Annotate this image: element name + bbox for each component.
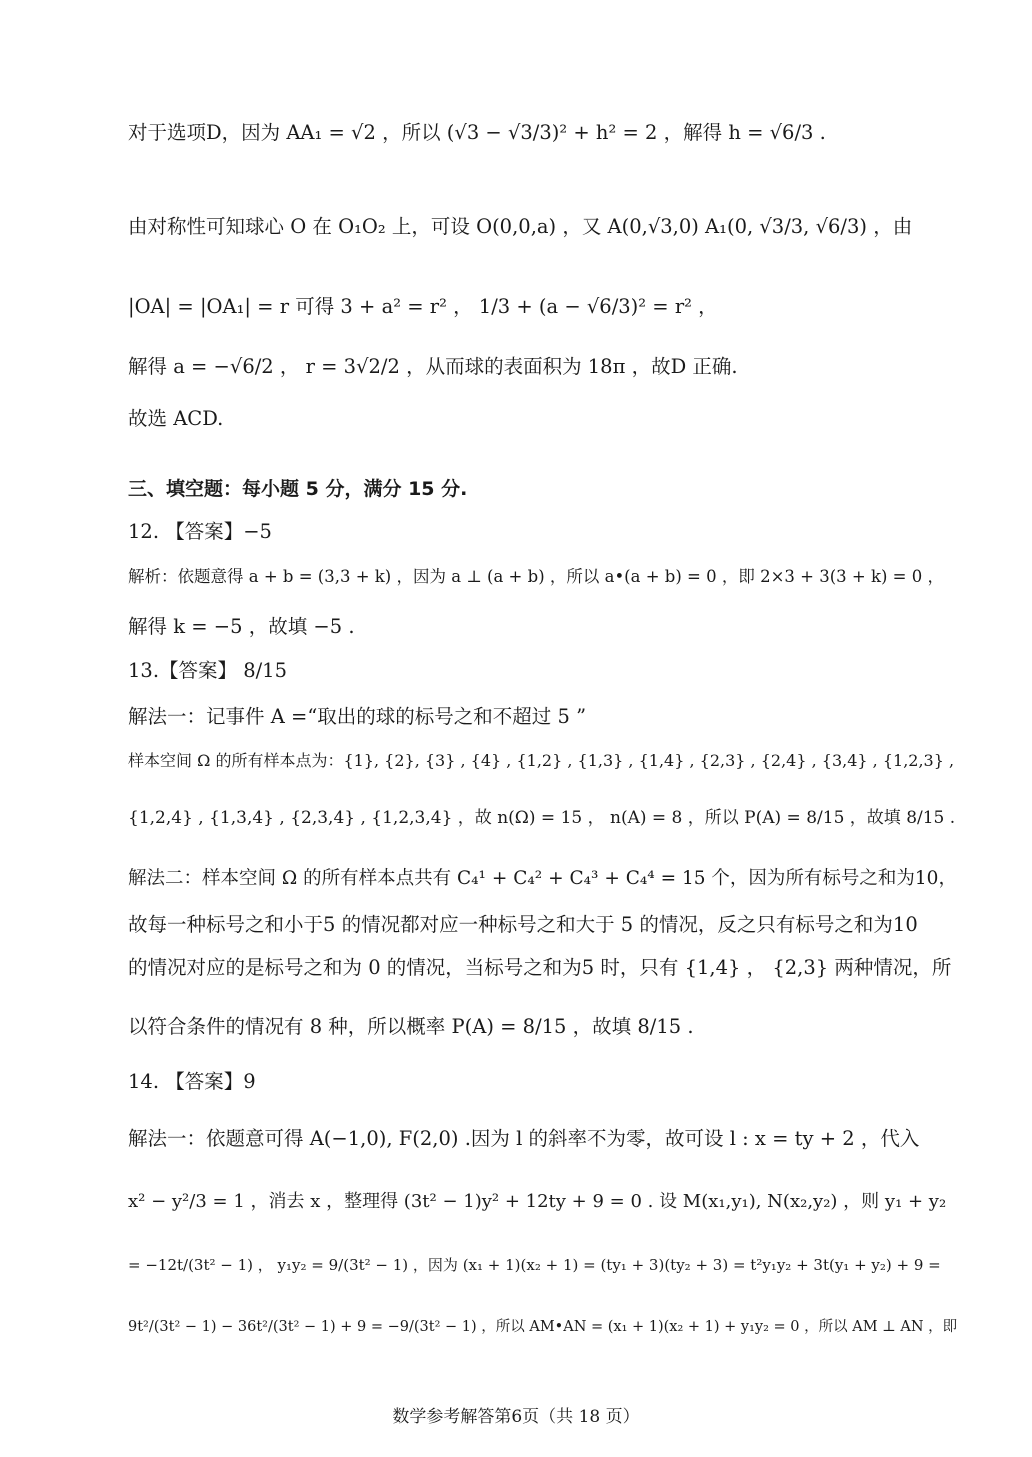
q14-hyperbola: x² − y²/3 = 1 ，消去 x ，整理得 (3t² − 1)y² + 12ty + 9 = 0 . 设 M(x₁,y₁), N(x₂,y₂) ，则 y₁ + y₂ (128, 1191, 947, 1212)
q14-method1: 解法一：依题意可得 A(−1,0), F(2,0) .因为 l 的斜率不为零，故可设 l : x = ty + 2 ，代入 (128, 1127, 920, 1150)
q13-probability: {1,2,4} , {1,3,4} , {2,3,4} , {1,2,3,4} ，故 n(Ω) = 15 ， n(A) = 8 ，所以 P(A) = 8/15 ，故填 8/15 . (128, 808, 956, 828)
q13-method2-cont2: 的情况对应的是标号之和为 0 的情况，当标号之和为5 时，只有 {1,4} ， {2,3} 两种情况，所 (128, 956, 952, 979)
surface-area-line: 解得 a = −√6/2 ， r = 3√2/2 ，从而球的表面积为 18π ，故D 正确. (128, 355, 738, 378)
option-d-line: 对于选项D，因为 AA₁ = √2 ，所以 (√3 − √3/3)² + h² = 2 ，解得 h = √6/3 . (128, 121, 826, 144)
page-footer: 数学参考解答第6页（共 18 页） (392, 1407, 640, 1427)
q14-dot-product: 9t²/(3t² − 1) − 36t²/(3t² − 1) + 9 = −9/(3t² − 1) ，所以 AM•AN = (x₁ + 1)(x₂ + 1) + y₁y₂ = 0 ，所以 AM ⊥ AN ，即 (128, 1319, 958, 1335)
choice-answer-line: 故选 ACD. (128, 407, 224, 430)
q14-vieta: = −12t/(3t² − 1) ， y₁y₂ = 9/(3t² − 1) ，因为 (x₁ + 1)(x₂ + 1) = (ty₁ + 3)(ty₂ + 3) = t²y₁y₂ + 3t(y₁ + y₂) + 9 = (128, 1256, 941, 1274)
q13-method2-cont1: 故每一种标号之和小于5 的情况都对应一种标号之和大于 5 的情况，反之只有标号之和为10 (128, 913, 918, 936)
q13-method2: 解法二：样本空间 Ω 的所有样本点共有 C₄¹ + C₄² + C₄³ + C₄⁴ = 15 个，因为所有标号之和为10， (128, 868, 957, 889)
q12-result: 解得 k = −5 ，故填 −5 . (128, 615, 355, 638)
q13-answer: 13.【答案】 8/15 (128, 659, 287, 682)
q13-method2-result: 以符合条件的情况有 8 种，所以概率 P(A) = 8/15 ，故填 8/15 . (128, 1015, 694, 1038)
symmetry-line: 由对称性可知球心 O 在 O₁O₂ 上，可设 O(0,0,a) ，又 A(0,√3,0) A₁(0, √3/3, √6/3) ，由 (128, 215, 913, 238)
q12-analysis: 解析：依题意得 a + b = (3,3 + k) ，因为 a ⊥ (a + b) ，所以 a•(a + b) = 0 ，即 2×3 + 3(3 + k) = 0 ， (128, 567, 944, 586)
section-heading: 三、填空题：每小题 5 分，满分 15 分. (128, 478, 468, 500)
q14-answer: 14. 【答案】9 (128, 1070, 256, 1093)
radius-equation-line: |OA| = |OA₁| = r 可得 3 + a² = r² ， 1/3 + (a − √6/3)² = r² ， (128, 295, 718, 318)
q13-method1: 解法一：记事件 A =“取出的球的标号之和不超过 5 ” (128, 705, 587, 728)
q12-answer: 12. 【答案】−5 (128, 520, 272, 543)
q13-sample-space: 样本空间 Ω 的所有样本点为：{1}, {2}, {3} , {4} , {1,2} , {1,3} , {1,4} , {2,3} , {2,4} , {3,4} , {1,2,3} , (128, 751, 955, 770)
